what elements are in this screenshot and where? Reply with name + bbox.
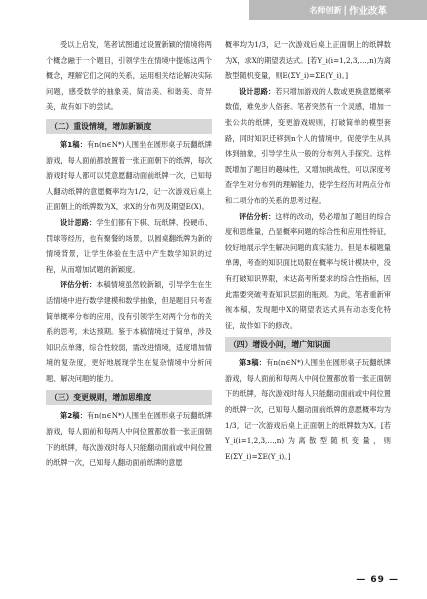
design-idea-1-label: 设计思路： (60, 217, 97, 227)
evaluation-2-text: 这样的改动，势必增加了题目的综合度和思维量，凸显概率问题的综合性和应用性特征，较好地展示学生解决问题的真实能力。但是本稿题量单薄，考查的知识面比局限在概率与统计模块中，没有打破知识界限，未达高考所要求的综合性指标，因此需要突破考查知识层面的瓶颈。为此，笔者重新审视本稿，发现题中X的期望表达式具有动态变化特征，故作如下的修改。 (225, 211, 391, 330)
left-column (46, 37, 212, 471)
draft3-label: 第3稿： (239, 358, 267, 368)
design-idea-2 (225, 84, 391, 209)
evaluation-2-label: 评估分析： (239, 211, 276, 221)
design-idea-1 (46, 215, 212, 277)
page-number: — 69 — (356, 575, 399, 585)
magazine-name: 名师创新 (309, 5, 342, 15)
header-separator: | (343, 4, 347, 16)
draft3-text: 有n(n∈N*)人围坐在圆形桌子玩翻纸牌游戏，每人面前和每两人中间位置都放着一张正面朝下的纸牌，每次游戏时每人只能翻动面前或中间位置的纸牌一次，已知每人翻动面前纸牌的意愿概率均为1/3，记一次游戏后桌上正面朝上的纸牌数为X。[若Y_i(i=1,2,3,…,n)为离散型随机变量，则E(ΣY_i)=ΣE(Y_i)。] (225, 358, 391, 461)
design-idea-1-text: 学生们都有下棋、玩纸牌、投硬币、罚球等经历，也有聚餐的场景，以圆桌翻纸牌为新的情境背景，让学生体验在生活中产生数学知识的过程，从而增加试题的新颖度。 (46, 217, 212, 274)
draft1-paragraph (46, 137, 212, 215)
draft3-paragraph (225, 355, 391, 464)
draft2-label: 第2稿： (60, 411, 88, 421)
draft2-paragraph (46, 408, 212, 470)
section-heading-2: （二）重设情境，增加新颖度 (46, 119, 212, 134)
draft1-text: 有n(n∈N*)人围坐在圆形桌子玩翻纸牌游戏，每人面前都放置着一张正面朝下的纸牌，每次游戏时每人都可以凭意愿翻动面前纸牌一次，已知每人翻动纸牌的意愿概率均为1/2，记一次游戏后桌上正面朝上的纸牌数为X，求X的分布列及期望E(X)。 (46, 139, 212, 212)
section-heading-3: （三）变更规则，增加思维度 (46, 390, 212, 405)
draft2-text: 有n(n∈N*)人围坐在圆形桌子玩翻纸牌游戏，每人面前和每两人中间位置都放着一张正面朝下的纸牌，每次游戏时每人只能翻动面前或中间位置的纸牌一次，已知每人翻动面前纸牌的意愿 (46, 411, 212, 468)
right-column (225, 37, 391, 464)
evaluation-2 (225, 209, 391, 334)
design-idea-2-text: 若只增加游戏的人数或更换意愿概率数值，难免步人俗套。笔者突然有一个灵感，增加一张公共的纸牌，变更游戏规则，打破简单的模型套路，同时知识迁移到n个人的情境中，促使学生从具体到抽象，引导学生从一般的分布列入手探究。这样既增加了题目的趣味性，又增加挑战性，可以深度考查学生对分布列的理解能力，使学生经历对两点分布和二项分布的关系的思考过程。 (225, 86, 391, 205)
evaluation-1 (46, 277, 212, 386)
section-heading-4: （四）增设小问，增广知识面 (225, 337, 391, 352)
running-header (249, 0, 427, 20)
evaluation-1-text: 本稿情境虽然较新颖，引导学生在生活情境中进行数学建模和数学抽象，但是题目只考查简单概率分布的应用，没有引领学生对两个分布的关系的思考，未达预期。鉴于本稿情境过于简单，涉及知识点单薄，综合性较弱，需改进情境，适度增加情境的复杂度，更好地展现学生在复杂情境中分析问题、解决问题的能力。 (46, 280, 212, 383)
design-idea-2-label: 设计思路： (239, 86, 276, 96)
draft2-continued: 概率均为1/3，记一次游戏后桌上正面朝上的纸牌数为X，求X的期望表达式。[若Y_i(i=1,2,3,…,n)为离散型随机变量，则E(ΣY_i)=ΣE(Y_i)。] (225, 40, 391, 81)
intro-paragraph: 受以上启发，笔者试图通过设置新颖的情境将两个概念融于一个题目，引领学生在情境中提炼这两个概念，理解它们之间的关系，运用相关结论解决实际问题，感受数学的抽象美、简洁美、和谐美、奇异美，故有如下的尝试。 (46, 40, 212, 112)
evaluation-1-label: 评估分析： (60, 280, 97, 290)
column-name: 作业改革 (348, 6, 387, 17)
draft1-label: 第1稿： (60, 139, 88, 149)
